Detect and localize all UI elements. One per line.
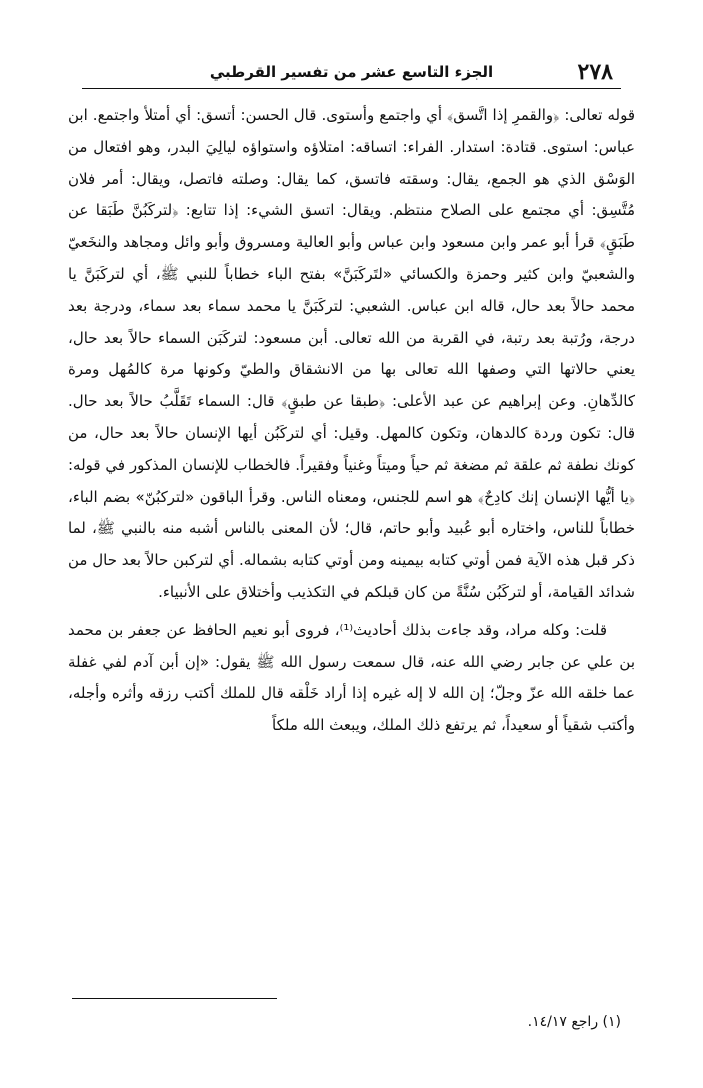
footnote: (١) راجع ١٤/١٧. <box>527 1014 621 1030</box>
page-number: ٢٧٨ <box>577 59 613 85</box>
paragraph-tafsir: قوله تعالى: ﴿والقمرِ إذا اتَّسق﴾ أي واجتمع وأستوى. قال الحسن: أتسق: أي أمتلأ واجتمع. ابن عباس: استوى. قتادة: استدار. الفراء: اتساقه: امتلاؤه واستواؤه ليالِيَ البدر، وهو افتعال من الوَسْق الذي هو الجمع، يقال: وسقته فاتسق، كما يقال: وصلته فاتصل، ويقال: أمر فلان مُتَّسِق: أي مجتمع على الصلاح منتظم. ويقال: اتسق الشيء: إذا تتابع: ﴿لتركَبُنَّ طَبَقا عن طَبَقٍ﴾ قرأ أبو عمر وابن مسعود وابن عباس وأبو العالية ومسروق وأبو وائل ومجاهد والنخَعيّ والشعبيّ وابن كثير وحمزة والكسائي «لتَركَبَنَّ» بفتح الباء خطاباً للنبي ﷺ، أي لتركَبَنَّ يا محمد حالاً بعد حال، قاله ابن عباس. الشعبي: لتركَبَنَّ يا محمد سماء بعد سماء، ودرجة بعد درجة، ورُتبة بعد رتبة، في القربة من الله تعالى. أبن مسعود: لتركَبَن السماء حالاً بعد حال، يعني حالاتها التي وصفها الله تعالى بها من الانشقاق والطيّ وكونها مرة كالمُهل ومرة كالدِّهانِ. وعن إبراهيم عن عبد الأعلى: ﴿طبقا عن طبقٍ﴾ قال: السماء تَقَلَّبُ حالاً بعد حال. قال: تكون وردة كالدهان، وتكون كالمهل. وقيل: أي لتركَبُن أيها الإنسان حالاً بعد حال، من كونك نطفة ثم علقة ثم مضغة ثم حياً وميتاً وغنياً وفقيراً. فالخطاب للإنسان المذكور في قوله: ﴿يا أيُّها الإنسان إنك كادِحٌ﴾ هو اسم للجنس، ومعناه الناس. وقرأ الباقون «لتركبُنّ» بضم الباء، خطاباً للناس، واختاره أبو عُبيد وأبو حاتم، قال؛ لأن المعنى بالناس أشبه منه بالنبي ﷺ، لما ذكر قبل هذه الآية فمن أوتي كتابه بيمينه ومن أوتي كتابه بشماله. أي لتركبن حالاً بعد حال من شدائد القيامة، أو لتركَبُن سُنَّةً من كان قبلكم في التكذيب وأختلاق على الأنبياء. <box>68 106 635 601</box>
header-title: الجزء التاسع عشر من تفسير القرطبي <box>209 63 494 81</box>
running-header <box>82 58 621 89</box>
body-text <box>68 100 635 742</box>
footnote-divider <box>72 998 277 999</box>
paragraph-comment: قلت: وكله مراد، وقد جاءت بذلك أحاديث⁽¹⁾، فروى أبو نعيم الحافظ عن جعفر بن محمد بن علي عن جابر رضي الله عنه، قال سمعت رسول الله ﷺ يقول: «إن أبن آدم لفي غفلة عما خلقه الله عزّ وجلّ؛ إن الله لا إله غيره إذا أراد خَلْقه قال للملك أكتب رزقه وأثره وأجله، وأكتب شقياً أو سعيداً، ثم يرتفع ذلك الملك، ويبعث الله ملكاً <box>68 620 635 735</box>
